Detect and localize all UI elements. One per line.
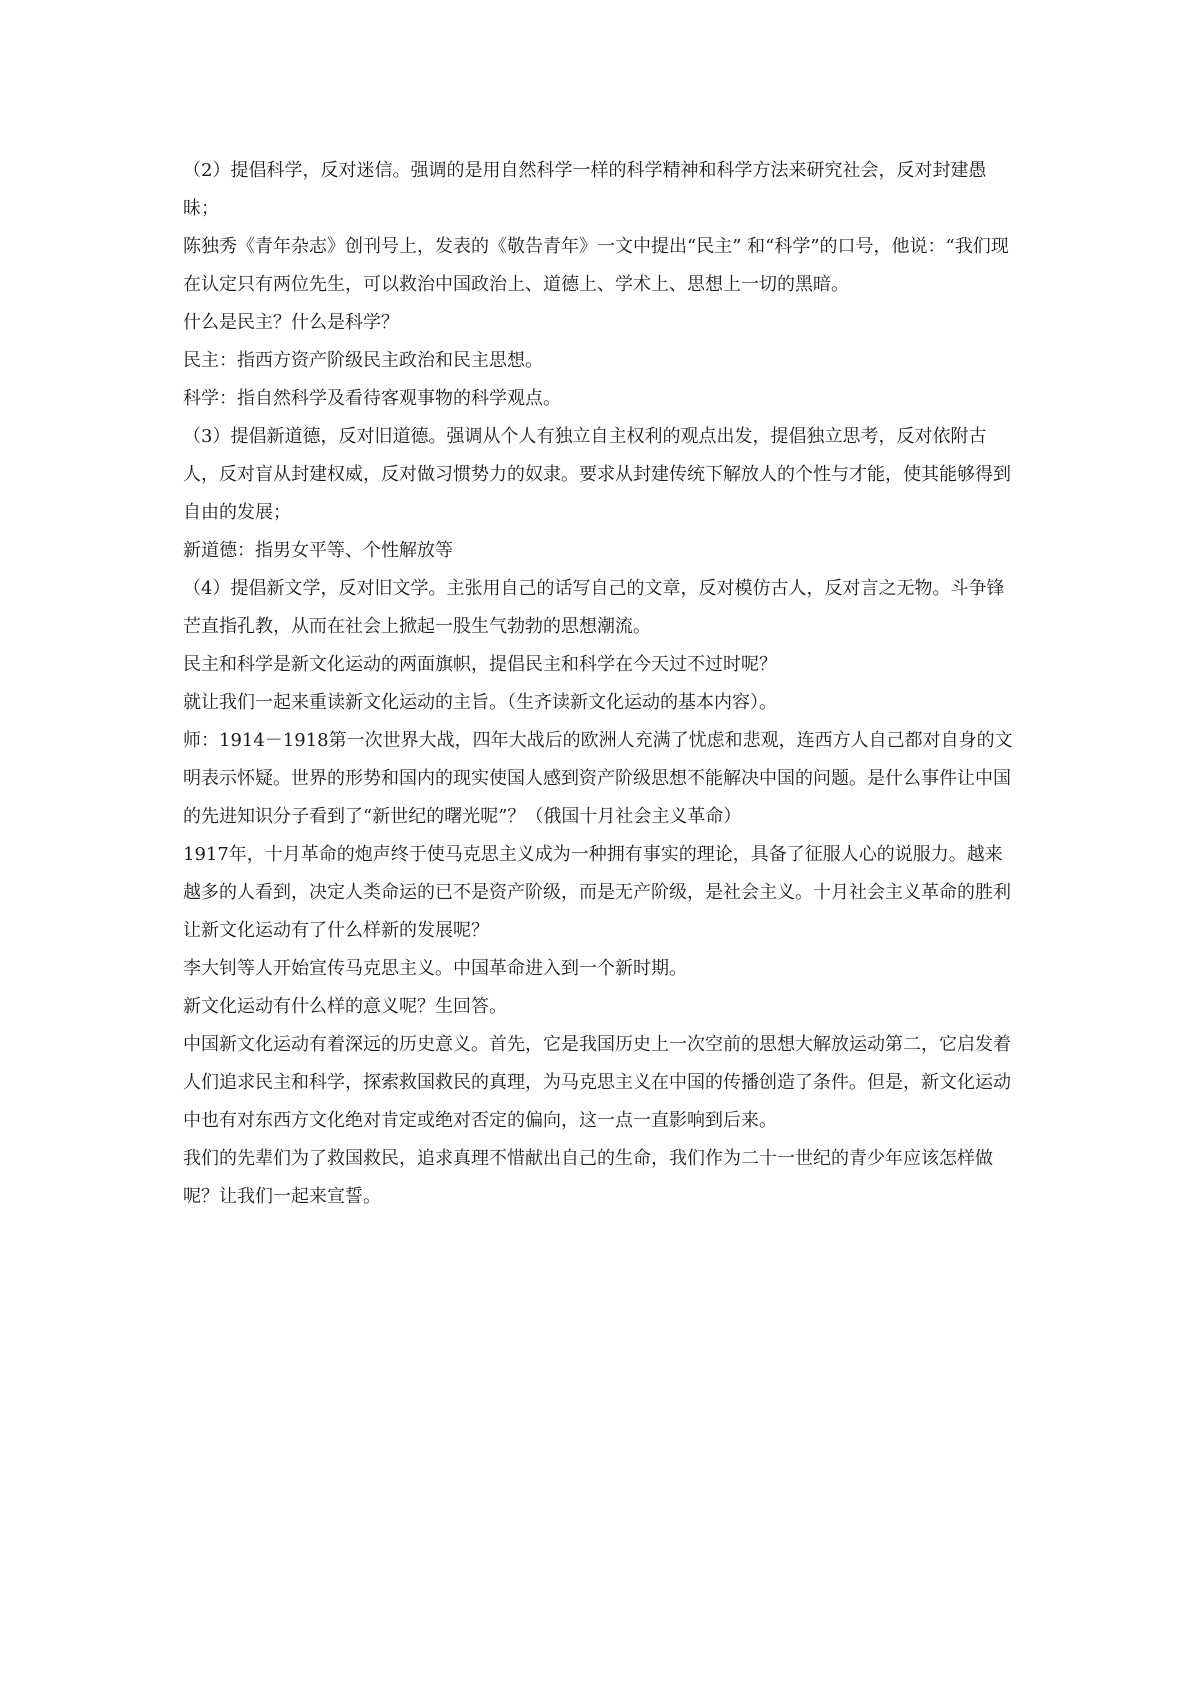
paragraph-new-morality-definition: 新道德：指男女平等、个性解放等 bbox=[183, 540, 453, 561]
paragraph-new-morality: （3）提倡新道德，反对旧道德。强调从个人有独立自主权利的观点出发，提倡独立思考，反对依附古人，反对盲从封建权威，反对做习惯势力的奴隶。要求从封建传统下解放人的个性与才能，使其能够得到自由的发展； bbox=[183, 426, 1011, 523]
paragraph-teacher-ww1: 师：1914－1918第一次世界大战，四年大战后的欧洲人充满了忧虑和悲观，连西方人自己都对自身的文明表示怀疑。世界的形势和国内的现实使国人感到资产阶级思想不能解决中国的问题。是什么事件让中国的先进知识分子看到了“新世纪的曙光呢”？（俄国十月社会主义革命） bbox=[183, 730, 1013, 827]
paragraph-chen-duxiu: 陈独秀《青年杂志》创刊号上，发表的《敬告青年》一文中提出“民主” 和“科学”的口号，他说：“我们现在认定只有两位先生，可以救治中国政治上、道德上、学术上、思想上一切的黑暗。 bbox=[183, 236, 1009, 295]
paragraph-democracy-definition: 民主：指西方资产阶级民主政治和民主思想。 bbox=[183, 350, 543, 371]
paragraph-pledge: 我们的先辈们为了救国救民，追求真理不惜献出自己的生命，我们作为二十一世纪的青少年应该怎样做呢？让我们一起来宣誓。 bbox=[183, 1148, 993, 1207]
document-body bbox=[183, 152, 1019, 1216]
paragraph-1917: 1917年，十月革命的炮声终于使马克思主义成为一种拥有事实的理论，具备了征服人心的说服力。越来越多的人看到，决定人类命运的已不是资产阶级，而是无产阶级，是社会主义。十月社会主义革命的胜利让新文化运动有了什么样新的发展呢？ bbox=[183, 844, 1011, 941]
paragraph-banners: 民主和科学是新文化运动的两面旗帜，提倡民主和科学在今天过不过时呢？ bbox=[183, 654, 777, 675]
paragraph-significance: 中国新文化运动有着深远的历史意义。首先，它是我国历史上一次空前的思想大解放运动第二，它启发着人们追求民主和科学，探索救国救民的真理，为马克思主义在中国的传播创造了条件。但是，新文化运动中也有对东西方文化绝对肯定或绝对否定的偏向，这一点一直影响到后来。 bbox=[183, 1034, 1011, 1131]
paragraph-science: （2）提倡科学，反对迷信。强调的是用自然科学一样的科学精神和科学方法来研究社会，反对封建愚昧； bbox=[183, 160, 987, 219]
paragraph-science-definition: 科学：指自然科学及看待客观事物的科学观点。 bbox=[183, 388, 561, 409]
paragraph-reread: 就让我们一起来重读新文化运动的主旨。（生齐读新文化运动的基本内容）。 bbox=[183, 692, 777, 713]
paragraph-question: 什么是民主？什么是科学？ bbox=[183, 312, 399, 333]
paragraph-significance-question: 新文化运动有什么样的意义呢？生回答。 bbox=[183, 996, 507, 1017]
paragraph-new-literature: （4）提倡新文学，反对旧文学。主张用自己的话写自己的文章，反对模仿古人，反对言之无物。斗争锋芒直指孔教，从而在社会上掀起一股生气勃勃的思想潮流。 bbox=[183, 578, 1005, 637]
paragraph-li-dazhao: 李大钊等人开始宣传马克思主义。中国革命进入到一个新时期。 bbox=[183, 958, 687, 979]
